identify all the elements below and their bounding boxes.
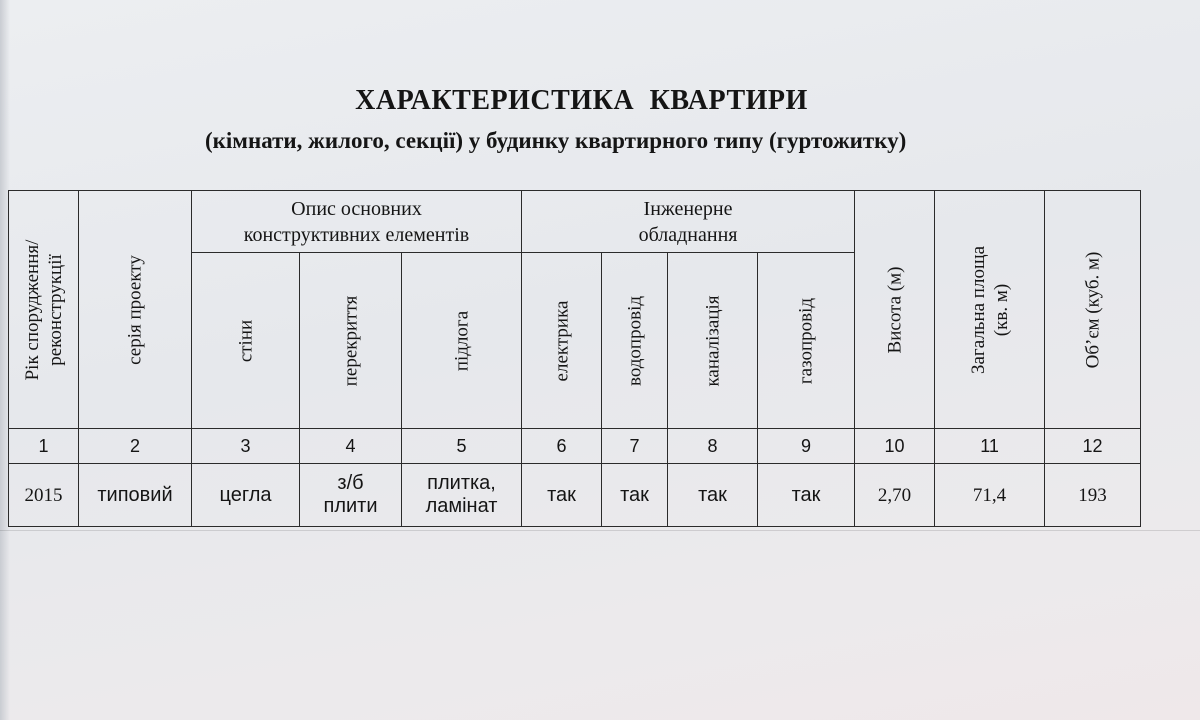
column-number: 2 (79, 429, 192, 464)
header-walls: стіни (192, 253, 300, 429)
header-sewer: каналізація (668, 253, 758, 429)
cell-area: 71,4 (935, 464, 1045, 527)
cell-electric: так (522, 464, 602, 527)
column-number-row (9, 429, 1141, 464)
document-subtitle: (кімнати, жилого, секції) у будинку квартирного типу (гуртожитку) (205, 128, 907, 153)
cell-height: 2,70 (855, 464, 935, 527)
cell-ceiling: з/б плити (300, 464, 402, 527)
header-total-area: Загальна площа (кв. м) (935, 191, 1045, 429)
header-floor: підлога (402, 253, 522, 429)
cell-volume: 193 (1045, 464, 1141, 527)
header-electric: електрика (522, 253, 602, 429)
header-ceiling: перекриття (300, 253, 402, 429)
column-number: 3 (192, 429, 300, 464)
column-number: 10 (855, 429, 935, 464)
column-number: 4 (300, 429, 402, 464)
cell-series: типовий (79, 464, 192, 527)
header-height: Висота (м) (855, 191, 935, 429)
document-title: ХАРАКТЕРИСТИКА КВАРТИРИ (355, 85, 808, 116)
column-number: 6 (522, 429, 602, 464)
cell-walls: цегла (192, 464, 300, 527)
header-water: водопровід (602, 253, 668, 429)
apartment-characteristics-table (8, 190, 1141, 527)
header-group-construction: Опис основних конструктивних елементів (192, 191, 522, 253)
column-number: 7 (602, 429, 668, 464)
table-row (9, 464, 1141, 527)
cell-year: 2015 (9, 464, 79, 527)
column-number: 9 (758, 429, 855, 464)
header-year: Рік спорудження/ реконструкції (9, 191, 79, 429)
column-number: 8 (668, 429, 758, 464)
header-volume: Об’єм (куб. м) (1045, 191, 1141, 429)
cell-sewer: так (668, 464, 758, 527)
page-fold-line (0, 530, 1200, 531)
column-number: 11 (935, 429, 1045, 464)
column-number: 5 (402, 429, 522, 464)
cell-water: так (602, 464, 668, 527)
cell-floor: плитка, ламінат (402, 464, 522, 527)
column-number: 1 (9, 429, 79, 464)
header-series: серія проекту (79, 191, 192, 429)
header-group-engineering: Інженерне обладнання (522, 191, 855, 253)
cell-gas: так (758, 464, 855, 527)
header-gas: газопровід (758, 253, 855, 429)
column-number: 12 (1045, 429, 1141, 464)
